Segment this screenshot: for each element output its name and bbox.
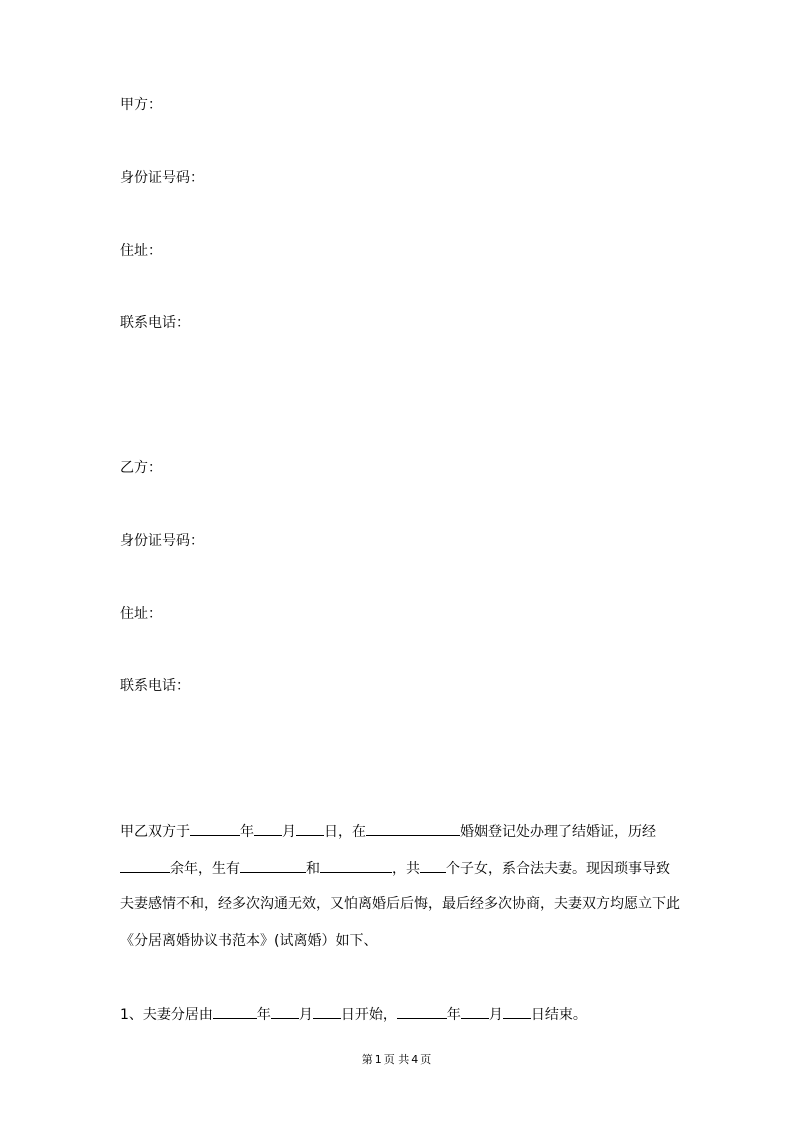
clause-text: 年 [256, 1007, 271, 1023]
intro-paragraph [120, 821, 680, 969]
party-b-id-label: 身份证号码： [120, 533, 204, 549]
blank-end-year-field[interactable] [397, 1004, 447, 1019]
intro-text: 余年，生有 [170, 861, 240, 877]
blank-year-field[interactable] [190, 821, 240, 836]
intro-text: 年 [240, 824, 254, 840]
party-a-phone-label: 联系电话： [120, 315, 190, 331]
intro-text: 日，在 [324, 824, 366, 840]
footer-page-current: 1 [374, 1053, 382, 1066]
footer-text: 第 [361, 1053, 373, 1066]
blank-start-day-field[interactable] [313, 1004, 341, 1019]
intro-line-2 [120, 858, 680, 895]
party-a-id-label: 身份证号码： [120, 170, 204, 186]
footer-text: 页 [420, 1053, 432, 1066]
intro-text: ，共 [392, 861, 420, 877]
blank-child-1-field[interactable] [240, 858, 306, 873]
party-b-address-label: 住址： [120, 606, 162, 622]
footer-page-total: 4 [411, 1053, 419, 1066]
clause-text: 月 [488, 1007, 503, 1023]
intro-line-3: 夫妻感情不和，经多次沟通无效，又怕离婚后后悔，最后经多次协商，夫妻双方均愿立下此 [120, 896, 680, 912]
blank-end-day-field[interactable] [503, 1004, 531, 1019]
blank-end-month-field[interactable] [461, 1004, 489, 1019]
clause-text: 年 [446, 1007, 461, 1023]
blank-month-field[interactable] [254, 821, 282, 836]
blank-registry-field[interactable] [366, 821, 460, 836]
clause-1 [120, 1004, 587, 1024]
clause-text: 1、夫妻分居由 [120, 1007, 213, 1023]
intro-text: 甲乙双方于 [120, 824, 190, 840]
intro-text: 和 [306, 861, 320, 877]
intro-line-4: 《分居离婚协议书范本》(试离婚）如下、 [120, 933, 378, 949]
party-b-name-label: 乙方： [120, 460, 162, 476]
intro-text: 婚姻登记处办理了结婚证，历经 [460, 824, 656, 840]
party-b-phone-label: 联系电话： [120, 678, 190, 694]
clause-text: 月 [298, 1007, 313, 1023]
intro-line-1 [120, 821, 680, 858]
blank-day-field[interactable] [296, 821, 324, 836]
blank-years-field[interactable] [120, 858, 170, 873]
party-a-name-label: 甲方： [120, 97, 162, 113]
blank-start-year-field[interactable] [213, 1004, 257, 1019]
page-footer [0, 1053, 793, 1067]
blank-child-2-field[interactable] [320, 858, 392, 873]
party-a-address-label: 住址： [120, 243, 162, 259]
intro-text: 月 [282, 824, 296, 840]
blank-start-month-field[interactable] [271, 1004, 299, 1019]
clause-text: 日开始， [340, 1007, 397, 1023]
intro-text: 个子女，系合法夫妻。现因琐事导致 [446, 861, 670, 877]
footer-text: 页 共 [383, 1053, 410, 1066]
clause-text: 日结束。 [530, 1007, 587, 1023]
blank-children-count-field[interactable] [420, 858, 446, 873]
